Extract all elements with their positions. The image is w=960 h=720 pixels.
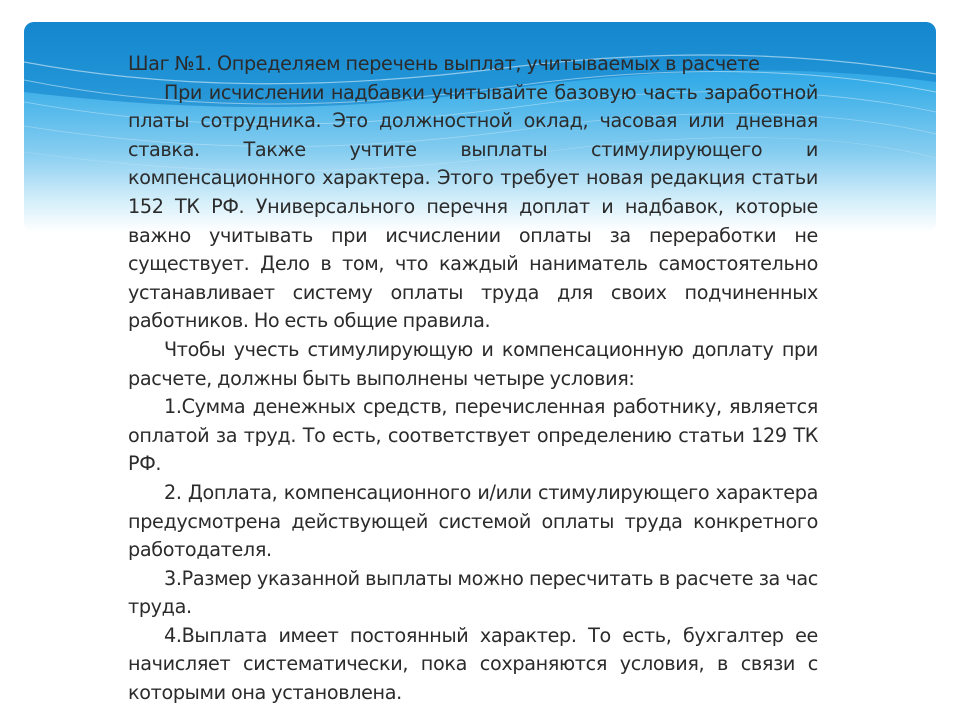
- condition-item-1: 1.Сумма денежных средств, перечисленная работнику, является оплатой за труд. То есть, соответствует определению статьи 129 ТК РФ.: [128, 395, 818, 476]
- slide-text-body: [128, 50, 818, 708]
- step-heading: Шаг №1. Определяем перечень выплат, учитываемых в расчете: [128, 52, 760, 75]
- paragraph-intro: При исчислении надбавки учитывайте базовую часть заработной платы сотрудника. Это должностной оклад, часовая или дневная ставка. Также учтите выплаты стимулирующего и компенсационного характера. Этого требует новая редакция статьи 152 ТК РФ. Универсального перечня доплат и надбавок, которые важно учитывать при исчислении оплаты за переработки не существует. Дело в том, что каждый наниматель самостоятельно устанавливает систему оплаты труда для своих подчиненных работников. Но есть общие правила.: [128, 80, 818, 333]
- condition-item-2: 2. Доплата, компенсационного и/или стимулирующего характера предусмотрена действующей системой оплаты труда конкретного работодателя.: [128, 480, 818, 562]
- paragraph-conditions: Чтобы учесть стимулирующую и компенсационную доплату при расчете, должны быть выполнены четыре условия:: [128, 337, 818, 390]
- condition-item-4: 4.Выплата имеет постоянный характер. То есть, бухгалтер ее начисляет систематически, пока сохраняются условия, в связи с которыми она установлена.: [128, 623, 818, 705]
- condition-item-3: 3.Размер указанной выплаты можно пересчитать в расчете за час труда.: [128, 566, 818, 619]
